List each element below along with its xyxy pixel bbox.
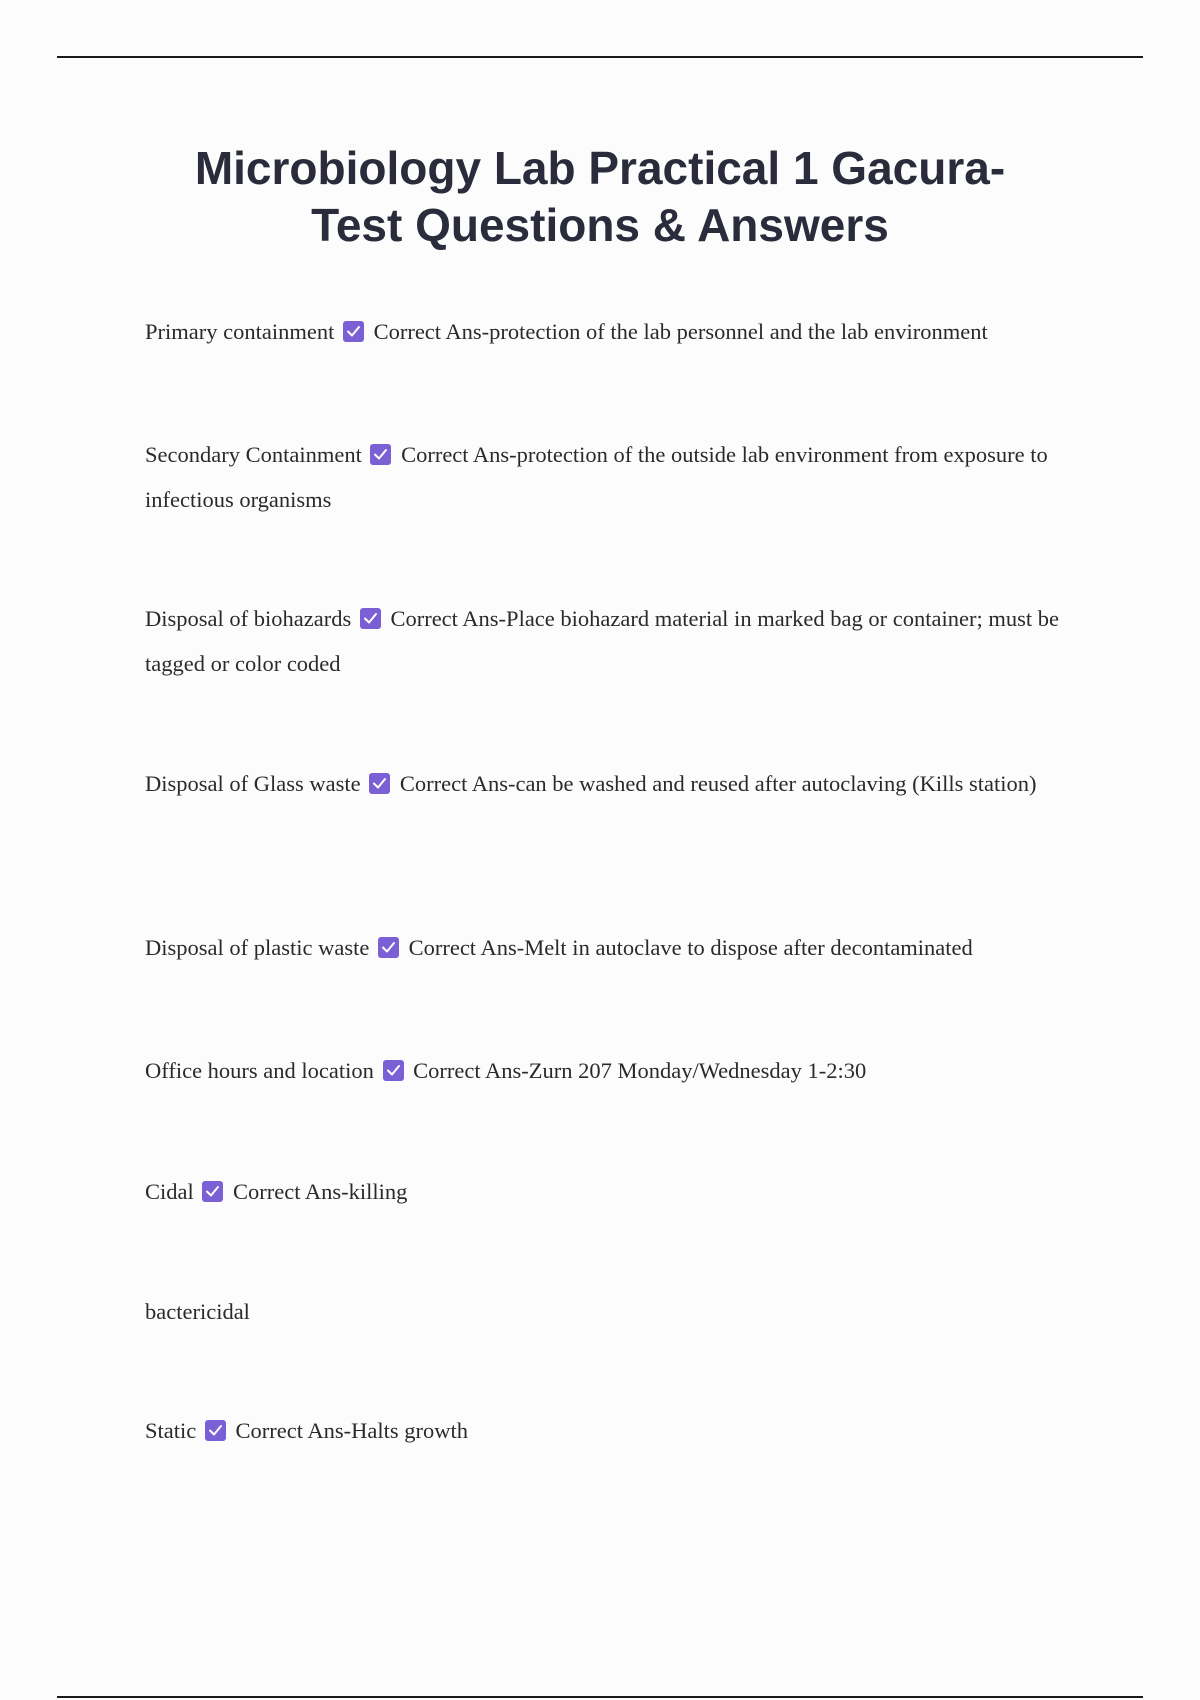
qa-term: Disposal of plastic waste — [145, 935, 370, 960]
qa-term: Office hours and location — [145, 1058, 374, 1083]
top-rule — [57, 56, 1143, 58]
check-icon — [205, 1420, 226, 1441]
qa-item-static — [145, 1408, 1095, 1453]
qa-term: Primary containment — [145, 319, 335, 344]
qa-term: bactericidal — [145, 1299, 250, 1324]
qa-answer: Correct Ans-can be washed and reused after autoclaving (Kills station) — [399, 771, 1037, 796]
qa-answer: Correct Ans-Place biohazard material in marked bag or container; must be tagged or color coded — [145, 606, 1059, 676]
qa-term: Disposal of Glass waste — [145, 771, 361, 796]
qa-item-cidal — [145, 1169, 1095, 1214]
check-icon — [370, 444, 391, 465]
qa-answer: Correct Ans-protection of the outside lab environment from exposure to infectious organisms — [145, 442, 1048, 512]
check-icon — [202, 1181, 223, 1202]
qa-answer: Correct Ans-Melt in autoclave to dispose after decontaminated — [408, 935, 973, 960]
qa-item-secondary-containment — [145, 432, 1095, 522]
qa-answer: Correct Ans-protection of the lab personnel and the lab environment — [373, 319, 988, 344]
qa-answer: Correct Ans-killing — [233, 1179, 408, 1204]
qa-answer: Correct Ans-Halts growth — [235, 1418, 468, 1443]
check-icon — [369, 773, 390, 794]
qa-item-disposal-plastic-waste — [145, 925, 1095, 970]
qa-item-office-hours — [145, 1048, 1095, 1093]
document-title — [100, 140, 1100, 254]
bottom-rule — [57, 1696, 1143, 1698]
check-icon — [383, 1060, 404, 1081]
title-line-2: Test Questions & Answers — [311, 199, 889, 251]
qa-term: Cidal — [145, 1179, 194, 1204]
qa-term: Static — [145, 1418, 197, 1443]
qa-term: Disposal of biohazards — [145, 606, 352, 631]
title-line-1: Microbiology Lab Practical 1 Gacura- — [194, 142, 1006, 194]
check-icon — [343, 321, 364, 342]
qa-item-disposal-glass-waste — [145, 761, 1095, 806]
qa-item-disposal-biohazards — [145, 596, 1095, 686]
qa-item-primary-containment — [145, 309, 1095, 354]
qa-item-bactericidal — [145, 1289, 1095, 1334]
check-icon — [378, 937, 399, 958]
qa-term: Secondary Containment — [145, 442, 362, 467]
check-icon — [360, 608, 381, 629]
qa-answer: Correct Ans-Zurn 207 Monday/Wednesday 1-2:30 — [413, 1058, 867, 1083]
